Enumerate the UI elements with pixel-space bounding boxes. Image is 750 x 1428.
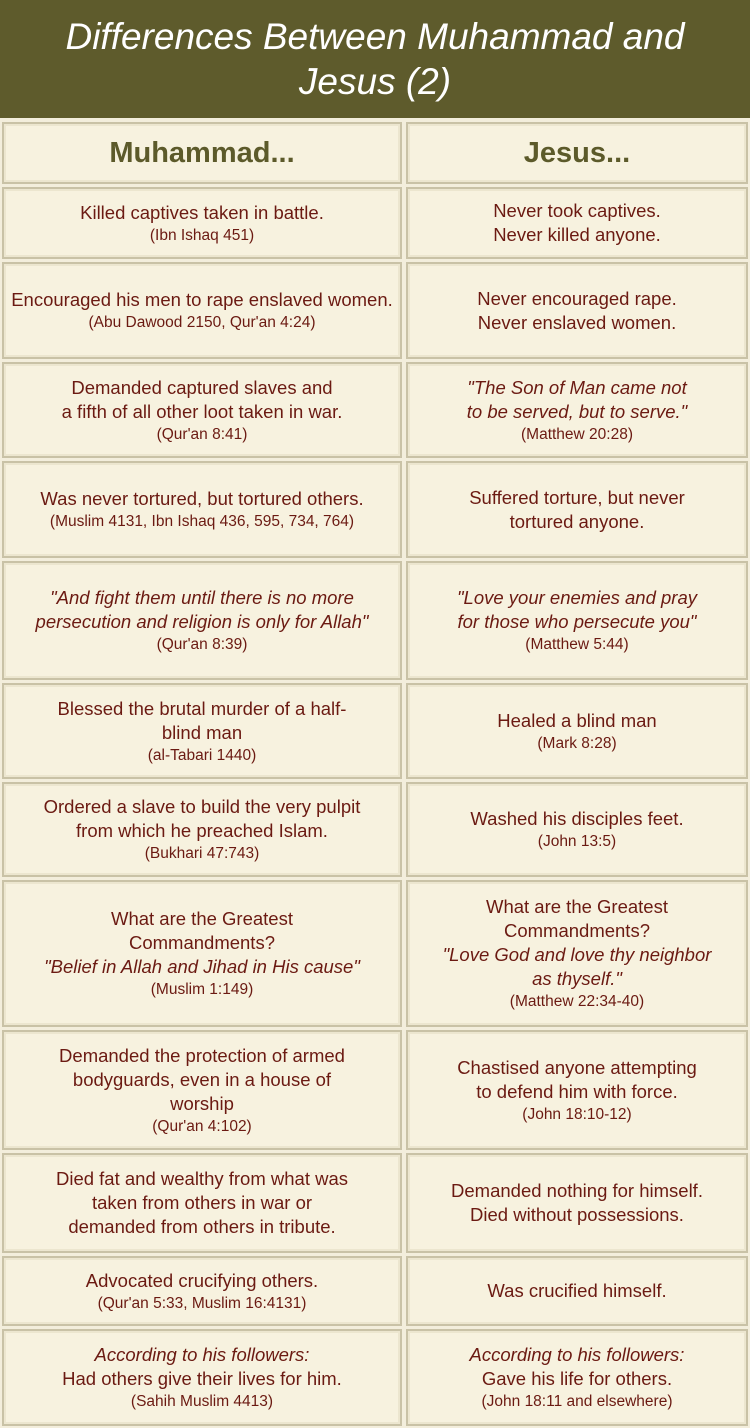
row-8-left-cite: (Muslim 1:149) (150, 981, 254, 998)
row-7-right-cite: (John 13:5) (537, 833, 617, 850)
header-muhammad-label: Muhammad... (109, 136, 295, 169)
row-11-left-main: Advocated crucifying others. (85, 1269, 319, 1291)
row-2-muhammad-cell (2, 262, 402, 359)
row-9-left-cite: (Qur'an 4:102) (152, 1117, 252, 1135)
row-12-left-main: Had others give their lives for him. (62, 1368, 342, 1389)
row-9-jesus-cell (406, 1030, 748, 1150)
row-8-right-quote: "Love God and love thy neighbor as thyself." (442, 944, 712, 989)
row-2-jesus-cell (406, 262, 748, 359)
row-12-left-cite: (Sahih Muslim 4413) (130, 1393, 274, 1410)
row-10-right-main: Demanded nothing for himself. Died without possessions. (451, 1180, 703, 1225)
row-9-muhammad-cell (2, 1030, 402, 1150)
row-4-right-main: Suffered torture, but never tortured anyone. (469, 486, 685, 532)
row-4-muhammad-cell (2, 461, 402, 558)
row-12-muhammad-cell (2, 1329, 402, 1426)
row-6-left-main: Blessed the brutal murder of a half- blind man (57, 697, 347, 743)
row-8-left-quote: "Belief in Allah and Jihad in His cause" (44, 956, 360, 977)
row-2-left-cite: (Abu Dawood 2150, Qur'an 4:24) (88, 314, 316, 331)
row-7-left-main: Ordered a slave to build the very pulpit from which he preached Islam. (43, 796, 361, 841)
row-9-right-main: Chastised anyone attempting to defend him with force. (457, 1056, 697, 1102)
row-5-muhammad-cell (2, 561, 402, 680)
row-1-jesus-cell (406, 187, 748, 259)
row-3-muhammad-cell (2, 362, 402, 458)
row-4-left-main: Was never tortured, but tortured others. (40, 488, 364, 509)
row-6-right-main: Healed a blind man (497, 709, 657, 731)
row-3-left-cite: (Qur'an 8:41) (156, 425, 248, 443)
row-9-right-cite: (John 18:10-12) (522, 1105, 632, 1123)
row-5-jesus-cell (406, 561, 748, 680)
row-12-jesus-cell (406, 1329, 748, 1426)
row-11-right-main: Was crucified himself. (487, 1280, 667, 1301)
row-1-left-cite: (Ibn Ishaq 451) (149, 226, 255, 244)
row-10-jesus-cell (406, 1153, 748, 1253)
row-4-jesus-cell (406, 461, 748, 558)
row-3-right-quote: "The Son of Man came not to be served, but to serve." (466, 376, 688, 422)
header-jesus (406, 122, 748, 184)
row-10-muhammad-cell (2, 1153, 402, 1253)
row-3-right-cite: (Matthew 20:28) (521, 425, 633, 443)
row-3-left-main: Demanded captured slaves and a fifth of all other loot taken in war. (61, 376, 343, 422)
row-12-right-main: Gave his life for others. (481, 1368, 673, 1389)
row-11-jesus-cell (406, 1256, 748, 1326)
row-3-jesus-cell (406, 362, 748, 458)
row-12-right-quote: According to his followers: (469, 1344, 685, 1365)
row-9-left-main: Demanded the protection of armed bodyguards, even in a house of worship (59, 1044, 345, 1114)
row-7-left-cite: (Bukhari 47:743) (144, 845, 260, 862)
row-11-muhammad-cell (2, 1256, 402, 1326)
row-7-jesus-cell (406, 782, 748, 877)
row-4-left-cite: (Muslim 4131, Ibn Ishaq 436, 595, 734, 764) (49, 513, 355, 530)
row-1-right-main: Never took captives. Never killed anyone. (493, 200, 661, 245)
header-muhammad (2, 122, 402, 184)
row-1-muhammad-cell (2, 187, 402, 259)
row-2-left-main: Encouraged his men to rape enslaved women. (11, 289, 393, 310)
row-5-left-quote: "And fight them until there is no more persecution and religion is only for Allah" (35, 587, 369, 632)
title-line-2: Jesus (2) (298, 61, 452, 102)
row-5-left-cite: (Qur'an 8:39) (156, 636, 248, 653)
row-6-left-cite: (al-Tabari 1440) (147, 746, 257, 764)
row-11-left-cite: (Qur'an 5:33, Muslim 16:4131) (97, 1294, 307, 1312)
title-line-1: Differences Between Muhammad and (65, 16, 685, 57)
row-6-muhammad-cell (2, 683, 402, 779)
row-7-muhammad-cell (2, 782, 402, 877)
row-6-right-cite: (Mark 8:28) (537, 734, 617, 752)
row-8-jesus-cell (406, 880, 748, 1027)
row-12-left-quote: According to his followers: (94, 1344, 310, 1365)
row-1-left-main: Killed captives taken in battle. (80, 201, 324, 223)
row-12-right-cite: (John 18:11 and elsewhere) (481, 1393, 673, 1410)
row-10-left-main: Died fat and wealthy from what was taken from others in war or demanded from others in tribute. (55, 1168, 349, 1237)
row-8-left-main: What are the Greatest Commandments? (110, 908, 293, 953)
row-8-right-cite: (Matthew 22:34-40) (509, 993, 645, 1010)
row-8-right-main: What are the Greatest Commandments? (485, 896, 668, 941)
row-7-right-main: Washed his disciples feet. (470, 808, 684, 829)
title-banner (0, 0, 750, 118)
row-5-right-cite: (Matthew 5:44) (525, 636, 629, 653)
row-5-right-quote: "Love your enemies and pray for those who persecute you" (456, 587, 697, 632)
row-8-muhammad-cell (2, 880, 402, 1027)
header-jesus-label: Jesus... (523, 136, 631, 169)
row-2-right-main: Never encouraged rape. Never enslaved women. (477, 287, 677, 333)
row-6-jesus-cell (406, 683, 748, 779)
